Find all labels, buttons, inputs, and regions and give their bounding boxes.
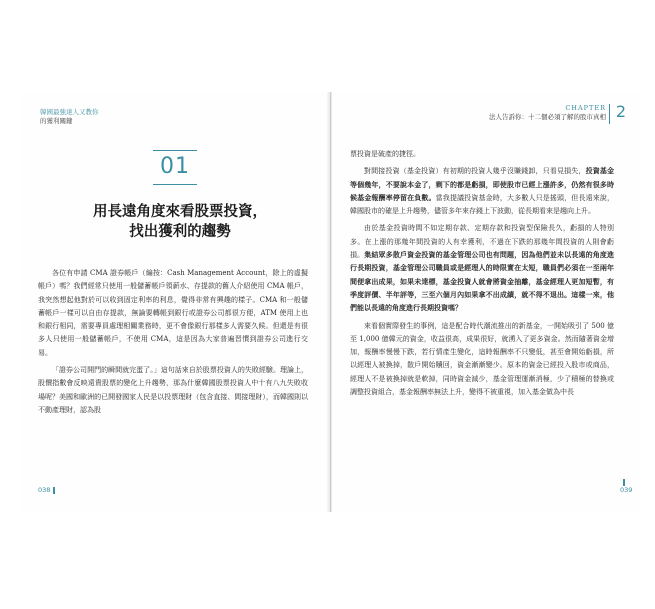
emphasized-text: 投資基金等個幾年，不要說本金了，剩下的都是虧損，即使股市已經上漲許多，仍然有很多時候基金報酬率停留在負數。 bbox=[350, 167, 615, 202]
paragraph-text: 當我提議投資基金時，大多數人只是搖頭，但長遠來說，韓國股市的確是上升趨勢，儘管多年來存錢上下波動，從長期看來是趨向上升。 bbox=[350, 193, 615, 216]
body-paragraph bbox=[38, 267, 308, 360]
running-head-line-2: 的獲利關鍵 bbox=[40, 117, 73, 125]
body-paragraph bbox=[350, 320, 614, 400]
chapter-subtitle: 法人告訴你：十二個必須了解的股市真相 bbox=[489, 113, 606, 121]
folio-text: 038 bbox=[38, 486, 51, 494]
left-body-text bbox=[38, 267, 308, 421]
folio-text: 039 bbox=[620, 486, 633, 494]
left-page bbox=[20, 92, 331, 512]
folio-marker bbox=[623, 479, 625, 486]
running-head-line-1: 韓國最強達人又教你 bbox=[40, 108, 99, 116]
chapter-divider bbox=[609, 104, 610, 124]
body-paragraph bbox=[350, 222, 614, 315]
paragraph-text: 來看個實際發生的事例，這是配合時代潮流推出的新基金，一開始吸引了 500 億至 1,000 億韓元的資金，收益很高，成果很好，就湧入了更多資金。然而隨著資金增加，報酬率慢慢下跌，若行情產生變化，這時報酬率不只變低，甚至會開始虧損，所以經理人被換掉，散戶開始贖回，資金漸漸變少。原本的資金已經投入股市或商品，經理人不是被換掉就是軟掉，同時資金減少，基金管理運漸消極，少了積極的替換或調整投資組合，基金報酬率無法上升，變得不被重視，加入基金做為中長 bbox=[350, 321, 614, 397]
body-paragraph bbox=[350, 165, 614, 218]
chapter-number: 2 bbox=[615, 102, 626, 121]
left-running-head bbox=[40, 108, 99, 126]
headline-line-2: 找出獲利的趨勢 bbox=[129, 224, 231, 240]
headline-line-1: 用長遠角度來看股票投資， bbox=[93, 204, 267, 220]
section-number: 01 bbox=[160, 154, 190, 179]
left-page-number bbox=[38, 486, 58, 494]
book-spread bbox=[20, 92, 640, 512]
right-page bbox=[332, 92, 640, 512]
folio-marker bbox=[53, 487, 55, 494]
section-rule-top bbox=[153, 150, 197, 151]
body-paragraph bbox=[350, 148, 614, 161]
paragraph-text: 票投資是破產的捷徑。 bbox=[350, 150, 420, 158]
section-rule-bottom bbox=[153, 184, 197, 185]
paragraph-text: 對間接投資（基金投資）有初期的投資人幾乎沒賺錢卸，只看見損失， bbox=[364, 167, 586, 176]
right-running-head bbox=[489, 104, 606, 122]
paragraph-text: 「證券公司開門的瞬間就完蛋了。」這句話來自於股票投資人的失敗經驗。理論上，股價指數會反映遠貴股票的變化上升趨勢，那為什麼韓國股票投資人中十有八九失敗收場呢？美國和歐洲的已開發國家人民是以投票理財（包含直接、間接理財），而韓國則以不動產理財，認為股 bbox=[38, 366, 308, 414]
right-body-text bbox=[350, 148, 614, 403]
paragraph-text: 各位有申請 CMA 證券帳戶（編按：Cash Management Account，除上的虛擬帳戶）嗎？我們經常只使用一般儲蓄帳戶領薪水、存提款的舊人介紹使用 CMA 帳戶，我突然想起他對於可以收到固定利率的利息，覺得非常有興趣的樣子。CMA 和一般儲蓄帳戶一樣可以自由存提款，無論要轉帳到銀行或證券公司都很方便，ATM 使用上也和銀行相同，需要專員處理相關業務時，更不會像銀行那樣多人需要久候。但還是有很多人只使用一般儲蓄帳戶，不使用 CMA，這是因為大家普遍習慣到證券公司進行交易。 bbox=[38, 269, 308, 357]
body-paragraph bbox=[38, 364, 308, 417]
chapter-headline bbox=[60, 202, 300, 242]
right-page-number bbox=[620, 478, 640, 494]
paragraph-text: 由於基金投資時間不如定期存款、定期存款和投資型保險長久，虧損的人特別多。在上漲的那幾年間投資的人有幸獲利，不過在下跌的那幾年間投資的人則會虧損。 bbox=[350, 224, 614, 260]
chapter-label: CHAPTER bbox=[565, 104, 606, 112]
emphasized-text: 集結眾多散戶資金投資的基金管理公司也有問題，因為他們並未以長遠的角度進行長期投資，基金管理公司職員或是經理人的時限實在太短，職員們必須在一至兩年間便拿出成果，如果未達標，基金投資人就會將資金抽離，基金經理人更加短暫，有季度評價、半年評等，三至六個月內如果拿不出成績，就不得不退出。這樣一來，他們能以長遠的角度進行長期投資嗎？ bbox=[350, 251, 615, 313]
